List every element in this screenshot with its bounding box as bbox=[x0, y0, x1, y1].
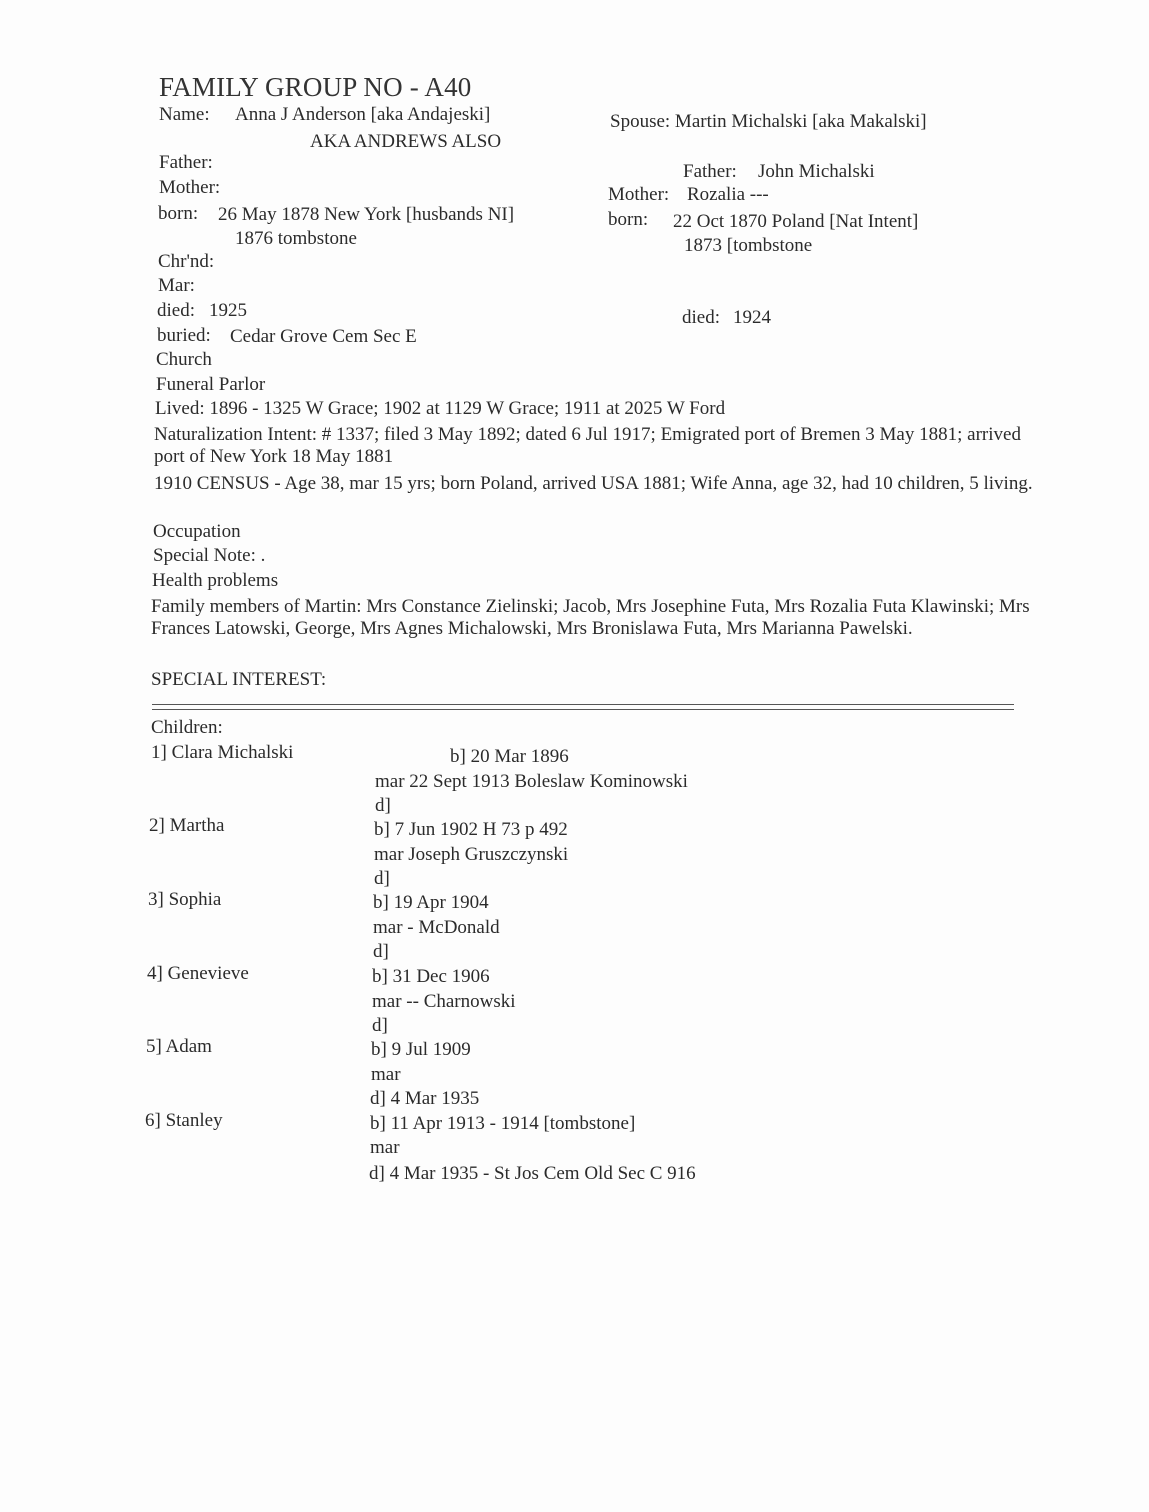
child-born: b] 20 Mar 1896 bbox=[450, 746, 569, 767]
person-born-alt: 1876 tombstone bbox=[235, 228, 357, 249]
spouse-mother-label: Mother: bbox=[608, 184, 670, 205]
person-born-label: born: bbox=[158, 203, 199, 224]
census-note: 1910 CENSUS - Age 38, mar 15 yrs; born Poland, arrived USA 1881; Wife Anna, age 32, had 10 children, 5 living. bbox=[154, 473, 1033, 494]
funeral-parlor-label: Funeral Parlor bbox=[156, 374, 266, 395]
spouse-died: 1924 bbox=[733, 307, 771, 328]
name-label: Name: bbox=[159, 104, 210, 125]
child-marriage: mar bbox=[370, 1137, 400, 1158]
special-interest-label: SPECIAL INTEREST: bbox=[151, 669, 327, 690]
child-marriage: mar bbox=[371, 1064, 401, 1085]
person-father-label: Father: bbox=[159, 152, 213, 173]
person-buried: Cedar Grove Cem Sec E bbox=[230, 326, 417, 347]
child-marriage: mar - McDonald bbox=[373, 917, 500, 938]
child-died: d] bbox=[372, 1015, 388, 1036]
spouse-born-label: born: bbox=[608, 209, 649, 230]
person-died: 1925 bbox=[209, 300, 247, 321]
child-name: 6] Stanley bbox=[145, 1110, 223, 1131]
child-name: 2] Martha bbox=[149, 815, 225, 836]
child-born: b] 7 Jun 1902 H 73 p 492 bbox=[374, 819, 568, 840]
child-died: d] 4 Mar 1935 - St Jos Cem Old Sec C 916 bbox=[369, 1163, 696, 1184]
health-problems-label: Health problems bbox=[152, 570, 279, 591]
spouse-line: Spouse: Martin Michalski [aka Makalski] bbox=[610, 111, 927, 132]
child-died: d] bbox=[374, 868, 390, 889]
child-marriage: mar Joseph Gruszczynski bbox=[374, 844, 569, 865]
person-aka: AKA ANDREWS ALSO bbox=[310, 131, 502, 152]
child-died: d] 4 Mar 1935 bbox=[370, 1088, 480, 1109]
person-buried-label: buried: bbox=[157, 325, 211, 346]
child-born: b] 11 Apr 1913 - 1914 [tombstone] bbox=[370, 1113, 636, 1134]
child-died: d] bbox=[375, 795, 391, 816]
child-born: b] 9 Jul 1909 bbox=[371, 1039, 471, 1060]
double-rule-divider bbox=[152, 704, 1014, 710]
special-note-label: Special Note: . bbox=[153, 545, 266, 566]
spouse-mother: Rozalia --- bbox=[687, 184, 769, 205]
person-chrnd-label: Chr'nd: bbox=[158, 251, 215, 272]
spouse-born-alt: 1873 [tombstone bbox=[684, 235, 813, 256]
person-born: 26 May 1878 New York [husbands NI] bbox=[218, 204, 515, 225]
child-marriage: mar -- Charnowski bbox=[372, 991, 516, 1012]
person-mother-label: Mother: bbox=[159, 177, 221, 198]
spouse-father: John Michalski bbox=[758, 161, 875, 182]
child-died: d] bbox=[373, 941, 389, 962]
child-marriage: mar 22 Sept 1913 Boleslaw Kominowski bbox=[375, 771, 688, 792]
spouse-died-label: died: bbox=[682, 307, 720, 328]
family-members-note: Family members of Martin: Mrs Constance Zielinski; Jacob, Mrs Josephine Futa, Mrs Rozalia Futa Klawinski; Mrs Frances Latowski, George, Mrs Agnes Michalowski, Mrs Bronislawa Futa, Mrs Marianna Pawelski. bbox=[151, 596, 1030, 639]
child-born: b] 31 Dec 1906 bbox=[372, 966, 490, 987]
page-title: FAMILY GROUP NO - A40 bbox=[159, 72, 472, 102]
child-name: 1] Clara Michalski bbox=[151, 742, 294, 763]
child-name: 3] Sophia bbox=[148, 889, 222, 910]
lived-line: Lived: 1896 - 1325 W Grace; 1902 at 1129 W Grace; 1911 at 2025 W Ford bbox=[155, 398, 726, 419]
child-name: 4] Genevieve bbox=[147, 963, 249, 984]
spouse-born: 22 Oct 1870 Poland [Nat Intent] bbox=[673, 211, 919, 232]
child-born: b] 19 Apr 1904 bbox=[373, 892, 489, 913]
naturalization-note: Naturalization Intent: # 1337; filed 3 May 1892; dated 6 Jul 1917; Emigrated port of Bremen 3 May 1881; arrived port of New York 18 May 1881 bbox=[154, 424, 1021, 467]
children-label: Children: bbox=[151, 717, 223, 738]
occupation-label: Occupation bbox=[153, 521, 241, 542]
person-mar-label: Mar: bbox=[158, 275, 195, 296]
church-label: Church bbox=[156, 349, 212, 370]
person-name: Anna J Anderson [aka Andajeski] bbox=[235, 104, 491, 125]
person-died-label: died: bbox=[157, 300, 195, 321]
child-name: 5] Adam bbox=[146, 1036, 212, 1057]
spouse-father-label: Father: bbox=[683, 161, 737, 182]
